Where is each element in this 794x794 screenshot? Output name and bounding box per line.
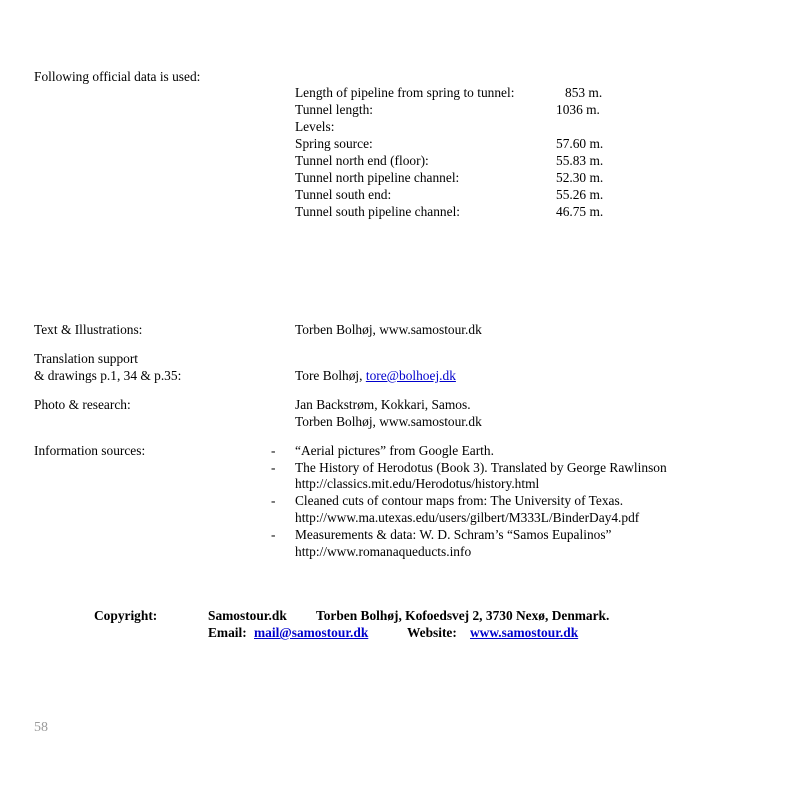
data-value: 46.75 m.	[556, 204, 604, 219]
list-dash: -	[271, 493, 276, 508]
translation-name: Tore Bolhøj,	[295, 368, 366, 383]
data-label: Levels:	[295, 119, 335, 134]
source-url: http://classics.mit.edu/Herodotus/history.html	[295, 476, 540, 491]
data-label: Length of pipeline from spring to tunnel:	[295, 85, 515, 100]
data-value: 57.60 m.	[556, 136, 604, 151]
data-value: 55.26 m.	[556, 187, 604, 202]
credit-label-photo: Photo & research:	[34, 397, 131, 412]
copyright-site: Samostour.dk	[208, 608, 287, 623]
translation-email-link[interactable]: tore@bolhoej.dk	[365, 368, 456, 383]
source-url: http://www.romanaqueducts.info	[295, 544, 472, 559]
copyright-email-link[interactable]: mail@samostour.dk	[254, 625, 369, 640]
copyright-website-link[interactable]: www.samostour.dk	[470, 625, 579, 640]
credit-label-sources: Information sources:	[34, 443, 146, 458]
page-number: 58	[34, 720, 48, 735]
data-label: Spring source:	[295, 136, 373, 151]
credit-label-text: Text & Illustrations:	[34, 322, 143, 337]
source-item: Measurements & data: W. D. Schram’s “Samos Eupalinos”	[295, 527, 612, 542]
data-label: Tunnel south end:	[295, 187, 392, 202]
data-value: 55.83 m.	[556, 153, 604, 168]
copyright-address: Torben Bolhøj, Kofoedsvej 2, 3730 Nexø, Denmark.	[316, 608, 610, 623]
data-value: 52.30 m.	[556, 170, 604, 185]
source-item: “Aerial pictures” from Google Earth.	[295, 443, 494, 458]
list-dash: -	[271, 527, 276, 542]
credit-label-translation-2: & drawings p.1, 34 & p.35:	[34, 368, 182, 383]
data-label: Tunnel south pipeline channel:	[295, 204, 461, 219]
list-dash: -	[271, 460, 276, 475]
list-dash: -	[271, 443, 276, 458]
credit-value-translation	[295, 367, 456, 384]
copyright-label: Copyright:	[94, 608, 158, 623]
credit-value-text: Torben Bolhøj, www.samostour.dk	[295, 322, 482, 337]
source-item: Cleaned cuts of contour maps from: The University of Texas.	[295, 493, 624, 508]
source-url: http://www.ma.utexas.edu/users/gilbert/M333L/BinderDay4.pdf	[295, 510, 640, 525]
credit-label-translation: Translation support	[34, 351, 139, 366]
intro-text: Following official data is used:	[34, 69, 201, 84]
credit-value-photo-2: Torben Bolhøj, www.samostour.dk	[295, 414, 482, 429]
data-value: 853 m.	[565, 85, 603, 100]
copyright-website-label: Website:	[407, 625, 457, 640]
source-item: The History of Herodotus (Book 3). Translated by George Rawlinson	[295, 460, 667, 475]
data-label: Tunnel length:	[295, 102, 373, 117]
credit-value-photo-1: Jan Backstrøm, Kokkari, Samos.	[295, 397, 471, 412]
copyright-email-label: Email:	[208, 625, 247, 640]
data-label: Tunnel north pipeline channel:	[295, 170, 460, 185]
data-value: 1036 m.	[556, 102, 600, 117]
data-label: Tunnel north end (floor):	[295, 153, 429, 168]
